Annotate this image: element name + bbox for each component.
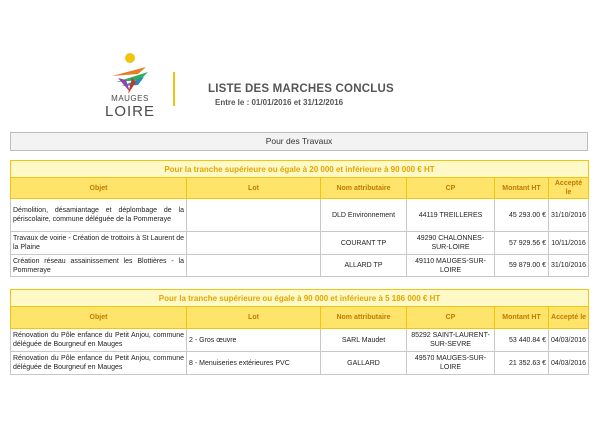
header-montant: Montant HT bbox=[495, 178, 549, 199]
logo-text-mauges: MAUGES bbox=[111, 94, 149, 103]
cell-date: 31/10/2016 bbox=[549, 255, 589, 277]
cell-montant: 45 293.00 € bbox=[495, 199, 549, 232]
header-cp: CP bbox=[407, 178, 495, 199]
cell-montant: 57 929.56 € bbox=[495, 232, 549, 255]
header-divider bbox=[173, 72, 175, 106]
section-title: Pour des Travaux bbox=[10, 132, 588, 151]
header-lot: Lot bbox=[187, 307, 321, 329]
header-nom-attributaire: Nom attributaire bbox=[321, 178, 407, 199]
header-accepte: Accepté le bbox=[549, 307, 589, 329]
cell-cp: 44119 TREILLERES bbox=[407, 199, 495, 232]
logo-text-loire: LOIRE bbox=[104, 103, 155, 120]
cell-cp: 85292 SAINT-LAURENT-SUR-SEVRE bbox=[407, 329, 495, 352]
cell-date: 04/03/2016 bbox=[549, 329, 589, 352]
cell-nom: GALLARD bbox=[321, 352, 407, 375]
table-row bbox=[11, 199, 589, 232]
cell-objet: Création réseau assainissement les Blottières - la Pommeraye bbox=[11, 255, 187, 277]
cell-lot bbox=[187, 199, 321, 232]
cell-date: 31/10/2016 bbox=[549, 199, 589, 232]
cell-objet: Démolition, désamiantage et déplombage de la périscolaire, commune déléguée de la Pommeraye bbox=[11, 199, 187, 232]
cell-montant: 53 440.84 € bbox=[495, 329, 549, 352]
cell-objet: Rénovation du Pôle enfance du Petit Anjou, commune déléguée de Bourgneuf en Mauges bbox=[11, 352, 187, 375]
tranche-band: Pour la tranche supérieure ou égale à 90 000 et inférieure à 5 186 000 € HT bbox=[11, 290, 589, 307]
cell-cp: 49570 MAUGES-SUR-LOIRE bbox=[407, 352, 495, 375]
cell-lot bbox=[187, 232, 321, 255]
cell-nom: COURANT TP bbox=[321, 232, 407, 255]
header-montant: Montant HT bbox=[495, 307, 549, 329]
tranche-table-2 bbox=[10, 289, 589, 375]
cell-nom: ALLARD TP bbox=[321, 255, 407, 277]
cell-date: 04/03/2016 bbox=[549, 352, 589, 375]
date-range: Entre le : 01/01/2016 et 31/12/2016 bbox=[215, 98, 344, 107]
cell-cp: 49110 MAUGES-SUR-LOIRE bbox=[407, 255, 495, 277]
logo-mark-icon bbox=[108, 52, 152, 96]
tranche-table-1 bbox=[10, 160, 589, 277]
table-row bbox=[11, 255, 589, 277]
cell-nom: DLD Environnement bbox=[321, 199, 407, 232]
table-row bbox=[11, 329, 589, 352]
cell-cp: 49290 CHALONNES-SUR-LOIRE bbox=[407, 232, 495, 255]
header-objet: Objet bbox=[11, 307, 187, 329]
header-accepte: Accepté le bbox=[549, 178, 589, 199]
header-nom-attributaire: Nom attributaire bbox=[321, 307, 407, 329]
cell-objet: Travaux de voirie - Création de trottoirs à St Laurent de la Plaine bbox=[11, 232, 187, 255]
document-title: LISTE DES MARCHES CONCLUS bbox=[208, 83, 394, 95]
logo bbox=[98, 52, 162, 126]
cell-lot: 2 - Gros œuvre bbox=[187, 329, 321, 352]
header-objet: Objet bbox=[11, 178, 187, 199]
cell-nom: SARL Maudet bbox=[321, 329, 407, 352]
cell-montant: 21 352.63 € bbox=[495, 352, 549, 375]
table-row bbox=[11, 352, 589, 375]
tranche-band: Pour la tranche supérieure ou égale à 20 000 et inférieure à 90 000 € HT bbox=[11, 161, 589, 178]
header-cp: CP bbox=[407, 307, 495, 329]
header-lot: Lot bbox=[187, 178, 321, 199]
cell-date: 10/11/2016 bbox=[549, 232, 589, 255]
cell-lot bbox=[187, 255, 321, 277]
cell-lot: 8 - Menuiseries extérieures PVC bbox=[187, 352, 321, 375]
cell-montant: 59 879.00 € bbox=[495, 255, 549, 277]
cell-objet: Rénovation du Pôle enfance du Petit Anjou, commune déléguée de Bourgneuf en Mauges bbox=[11, 329, 187, 352]
table-row bbox=[11, 232, 589, 255]
